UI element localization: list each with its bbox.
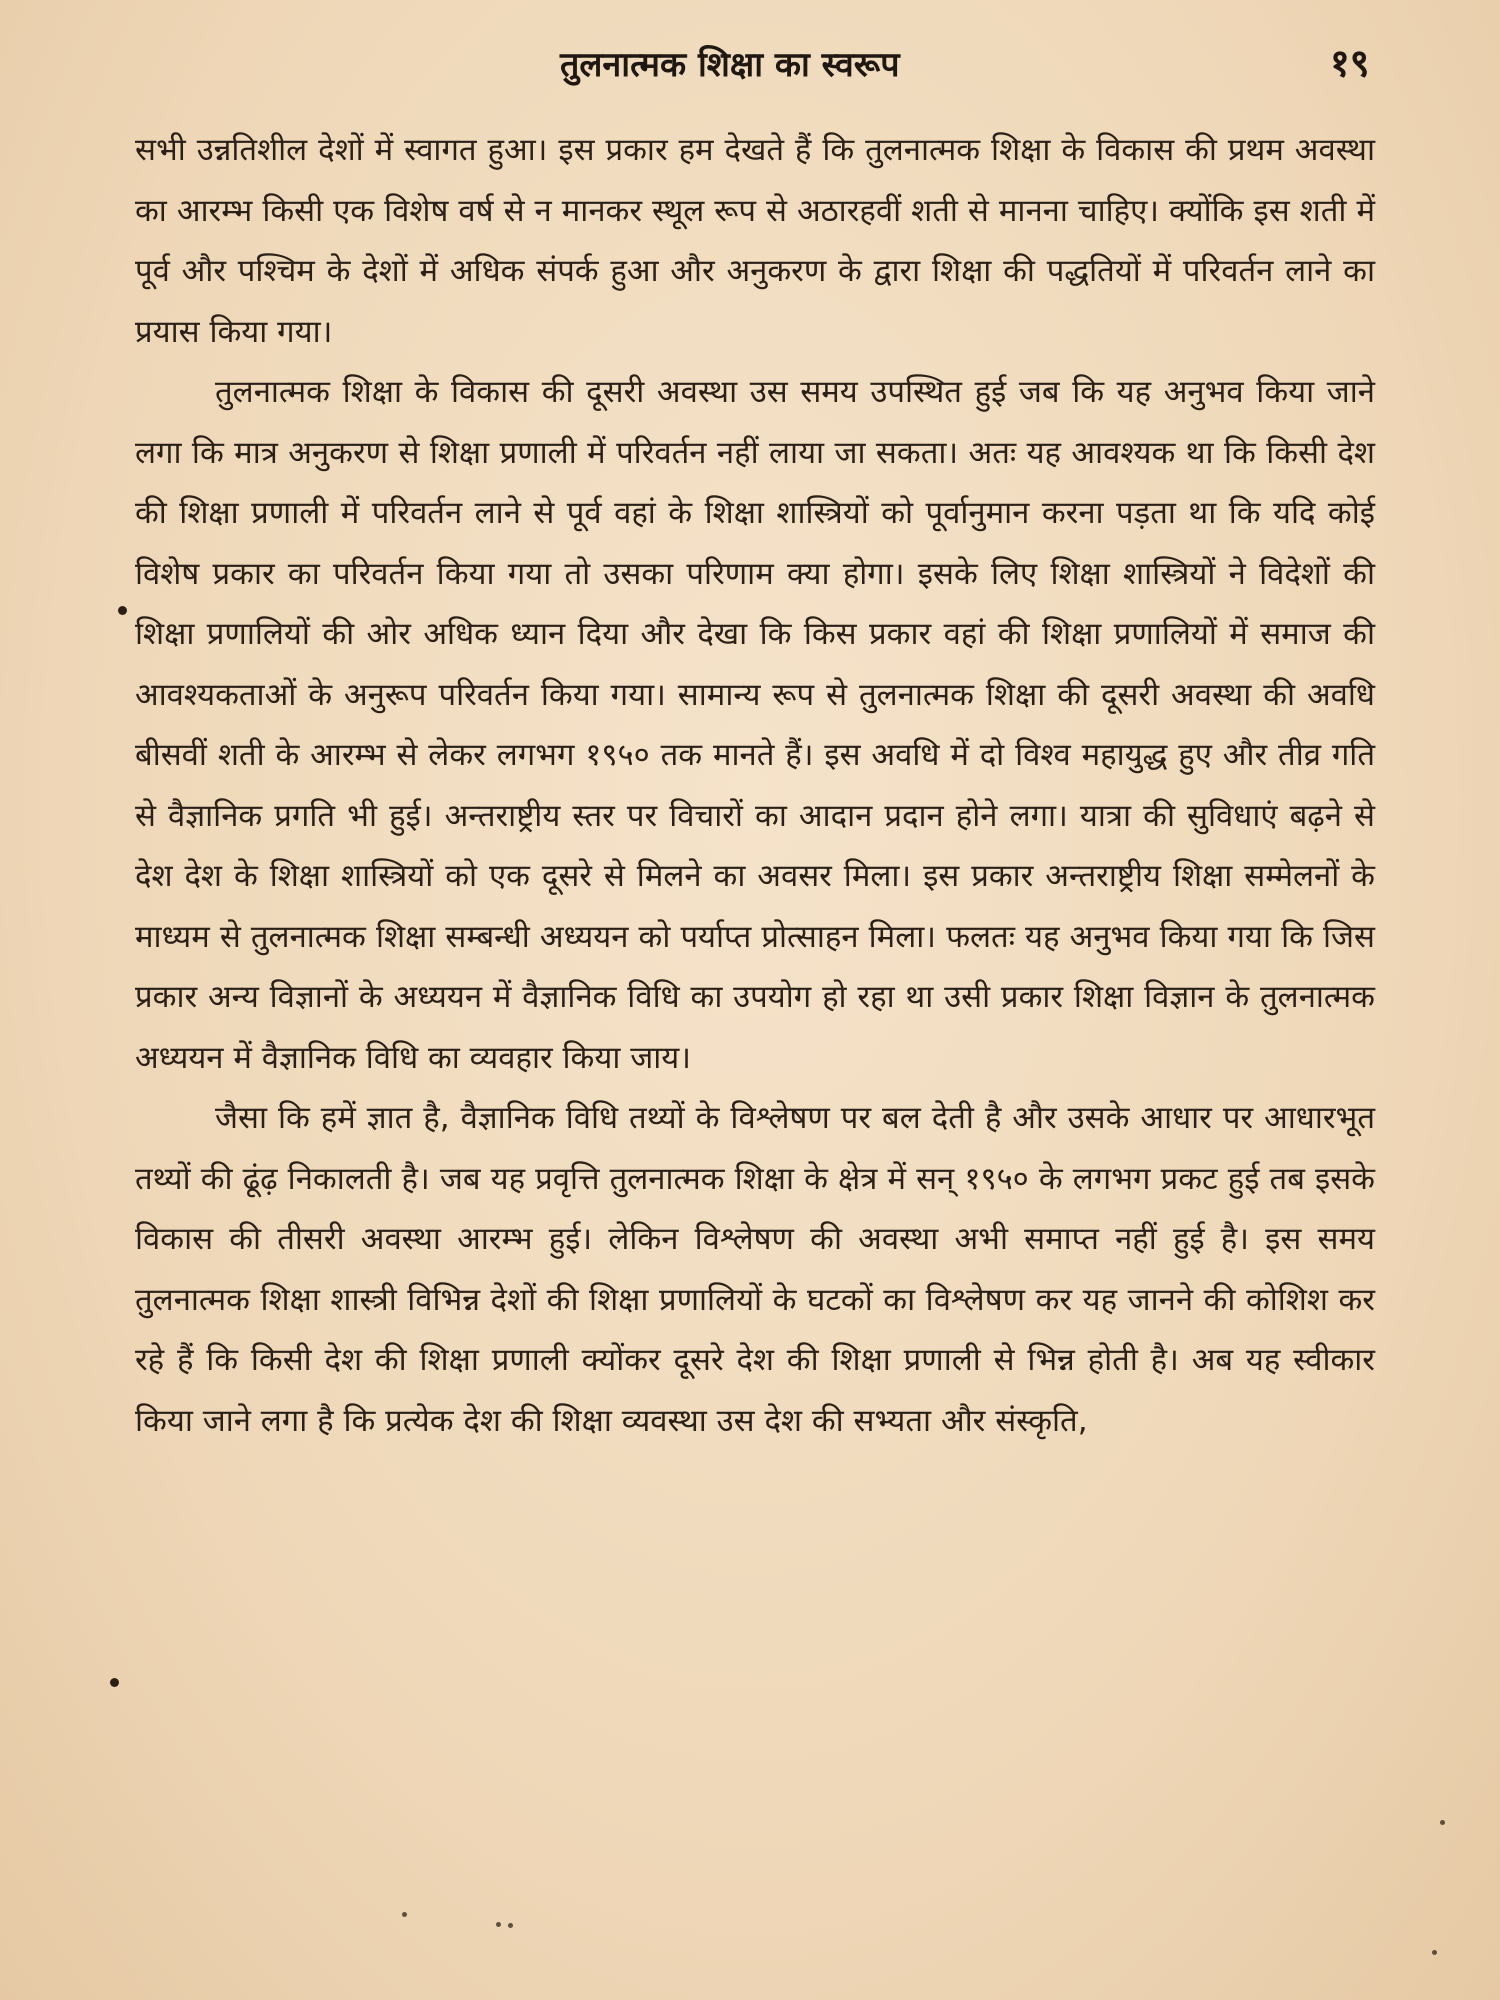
paper-speck	[1432, 1950, 1437, 1955]
margin-mark	[110, 1678, 119, 1687]
paper-speck	[1440, 1820, 1445, 1825]
paper-speck	[402, 1912, 407, 1917]
margin-mark	[118, 606, 127, 615]
running-title: तुलनात्मक शिक्षा का स्वरूप	[560, 45, 900, 85]
page-number: १९	[1330, 41, 1370, 85]
paragraph-1: सभी उन्नतिशील देशों में स्वागत हुआ। इस प्रकार हम देखते हैं कि तुलनात्मक शिक्षा के विकास की प्रथम अवस्था का आरम्भ किसी एक विशेष वर्ष से न मानकर स्थूल रूप से अठारहवीं शती से मानना चाहिए। क्योंकि इस शती में पूर्व और पश्चिम के देशों में अधिक संपर्क हुआ और अनुकरण के द्वारा शिक्षा की पद्धतियों में परिवर्तन लाने का प्रयास किया गया।	[135, 132, 1375, 350]
body-text	[135, 120, 1375, 1451]
paper-speck	[496, 1922, 501, 1927]
paragraph-3: जैसा कि हमें ज्ञात है, वैज्ञानिक विधि तथ्यों के विश्लेषण पर बल देती है और उसके आधार पर आधारभूत तथ्यों की ढूंढ़ निकालती है। जब यह प्रवृत्ति तुलनात्मक शिक्षा के क्षेत्र में सन् १९५० के लगभग प्रकट हुई तब इसके विकास की तीसरी अवस्था आरम्भ हुई। लेकिन विश्लेषण की अवस्था अभी समाप्त नहीं हुई है। इस समय तुलनात्मक शिक्षा शास्त्री विभिन्न देशों की शिक्षा प्रणालियों के घटकों का विश्लेषण कर यह जानने की कोशिश कर रहे हैं कि किसी देश की शिक्षा प्रणाली क्योंकर दूसरे देश की शिक्षा प्रणाली से भिन्न होती है। अब यह स्वीकार किया जाने लगा है कि प्रत्येक देश की शिक्षा व्यवस्था उस देश की सभ्यता और संस्कृति,	[135, 1100, 1375, 1439]
paragraph-2: तुलनात्मक शिक्षा के विकास की दूसरी अवस्था उस समय उपस्थित हुई जब कि यह अनुभव किया जाने लगा कि मात्र अनुकरण से शिक्षा प्रणाली में परिवर्तन नहीं लाया जा सकता। अतः यह आवश्यक था कि किसी देश की शिक्षा प्रणाली में परिवर्तन लाने से पूर्व वहां के शिक्षा शास्त्रियों को पूर्वानुमान करना पड़ता था कि यदि कोई विशेष प्रकार का परिवर्तन किया गया तो उसका परिणाम क्या होगा। इसके लिए शिक्षा शास्त्रियों ने विदेशों की शिक्षा प्रणालियों की ओर अधिक ध्यान दिया और देखा कि किस प्रकार वहां की शिक्षा प्रणालियों में समाज की आवश्यकताओं के अनुरूप परिवर्तन किया गया। सामान्य रूप से तुलनात्मक शिक्षा की दूसरी अवस्था की अवधि बीसवीं शती के आरम्भ से लेकर लगभग १९५० तक मानते हैं। इस अवधि में दो विश्व महायुद्ध हुए और तीव्र गति से वैज्ञानिक प्रगति भी हुई। अन्तराष्ट्रीय स्तर पर विचारों का आदान प्रदान होने लगा। यात्रा की सुविधाएं बढ़ने से देश देश के शिक्षा शास्त्रियों को एक दूसरे से मिलने का अवसर मिला। इस प्रकार अन्तराष्ट्रीय शिक्षा सम्मेलनों के माध्यम से तुलनात्मक शिक्षा सम्बन्धी अध्ययन को पर्याप्त प्रोत्साहन मिला। फलतः यह अनुभव किया गया कि जिस प्रकार अन्य विज्ञानों के अध्ययन में वैज्ञानिक विधि का उपयोग हो रहा था उसी प्रकार शिक्षा विज्ञान के तुलनात्मक अध्ययन में वैज्ञानिक विधि का व्यवहार किया जाय।	[135, 374, 1375, 1076]
page-header	[0, 30, 1500, 90]
paper-speck	[508, 1923, 513, 1928]
